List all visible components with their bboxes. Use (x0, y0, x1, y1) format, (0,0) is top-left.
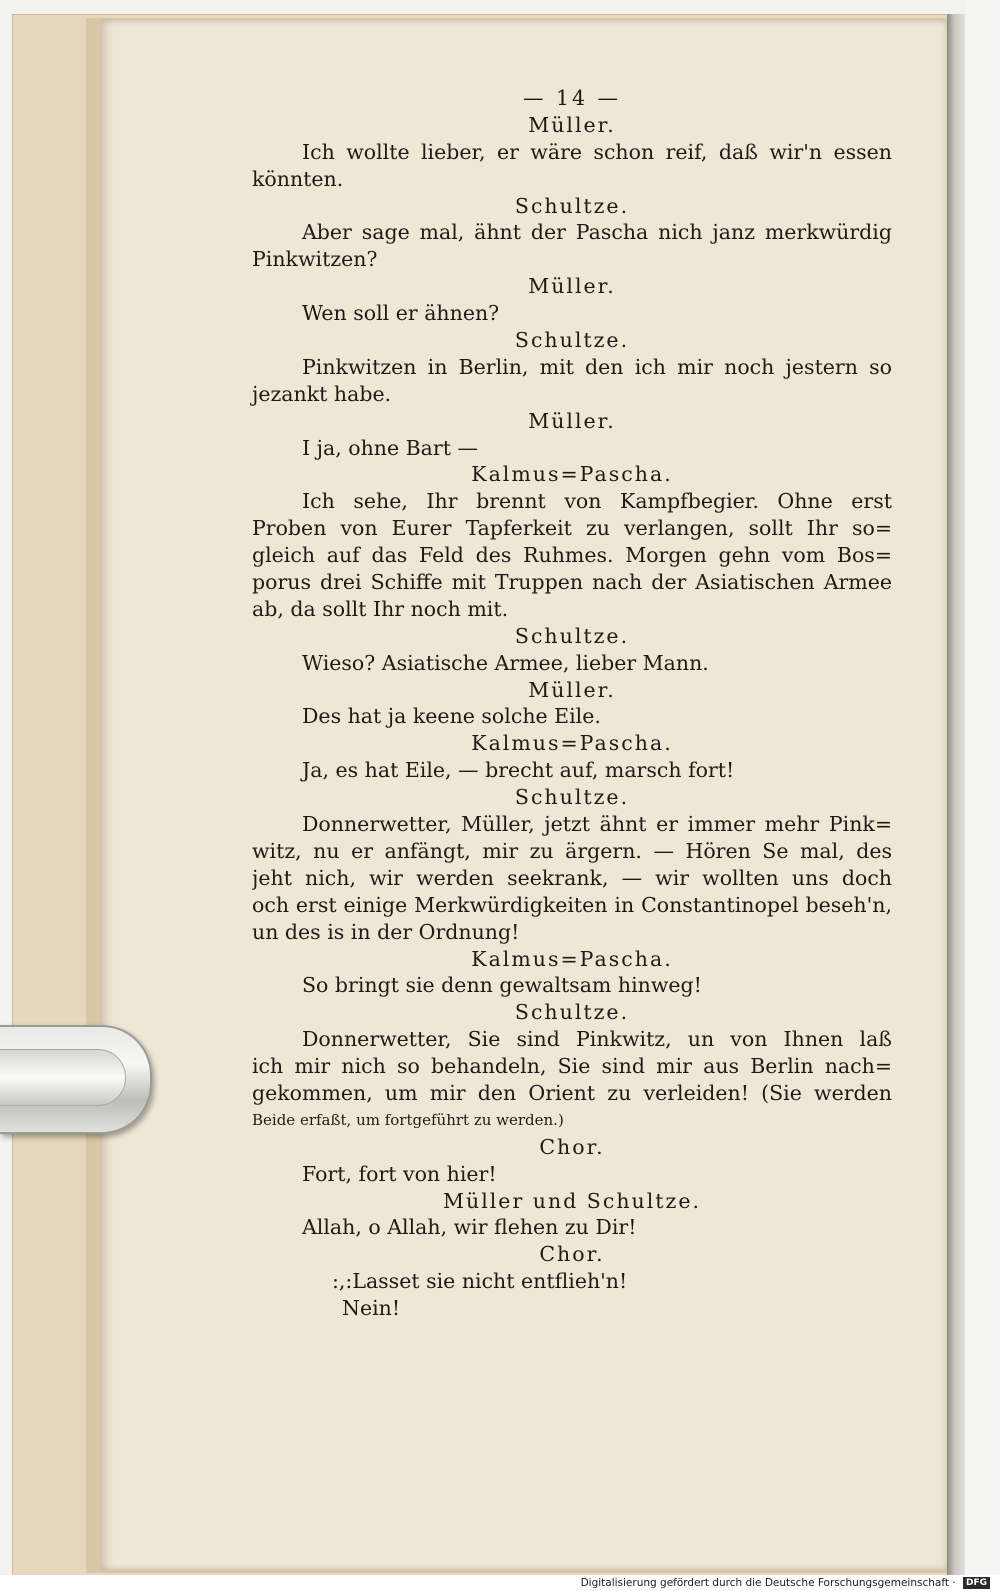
text-line: och erst einige Merkwürdigkeiten in Constantinopel beseh'n, (252, 892, 892, 917)
speaker-name: Müller. (528, 112, 616, 137)
speaker-name: Müller. (528, 408, 616, 433)
text-line: Proben von Eurer Tapferkeit zu verlangen, sollt Ihr so= (252, 516, 892, 541)
text-line: :,:Lasset sie nicht entflieh'n! (332, 1269, 628, 1294)
text-line: Wen soll er ähnen? (302, 301, 500, 326)
speaker-name: Müller und Schultze. (443, 1188, 701, 1213)
speaker-name: Kalmus=Pascha. (471, 731, 673, 756)
text-line: porus drei Schiffe mit Truppen nach der Asiatischen Armee (252, 570, 892, 595)
text-line: Wieso? Asiatische Armee, lieber Mann. (302, 650, 709, 675)
text-line: Ich wollte lieber, er wäre schon reif, daß wir'n essen (302, 139, 892, 164)
text-line: un des is in der Ordnung! (252, 919, 520, 944)
scan-margin (965, 0, 1000, 1575)
text-line: Ja, es hat Eile, — brecht auf, marsch fort! (302, 758, 735, 783)
speaker-name: Müller. (528, 677, 616, 702)
text-line: jeht nich, wir werden seekrank, — wir wollten uns doch (252, 865, 892, 890)
text-line: ab, da sollt Ihr noch mit. (252, 596, 509, 621)
text-line: Fort, fort von hier! (302, 1161, 497, 1186)
speaker-name: Schultze. (514, 328, 630, 353)
text-line: jezankt habe. (252, 381, 392, 406)
speaker-name: Kalmus=Pascha. (471, 946, 673, 971)
footer-credit (581, 1576, 990, 1591)
footer-text: Digitalisierung gefördert durch die Deutsche Forschungsgemeinschaft · (580, 1577, 956, 1589)
text-line: Donnerwetter, Sie sind Pinkwitz, un von Ihnen laß (302, 1027, 892, 1052)
text-line: Ich sehe, Ihr brennt von Kampfbegier. Ohne erst (302, 489, 892, 514)
text-line: So bringt sie denn gewaltsam hinweg! (302, 973, 702, 998)
speaker-name: Chor. (539, 1134, 605, 1159)
text-line: Allah, o Allah, wir flehen zu Dir! (302, 1215, 637, 1240)
stage-direction: Beide erfaßt, um fortgeführt zu werden.) (252, 1110, 564, 1129)
text-line: I ja, ohne Bart — (302, 435, 478, 460)
speaker-name: Schultze. (514, 1000, 630, 1025)
text-line: Nein! (342, 1296, 401, 1321)
page-text (252, 85, 892, 1322)
text-line: ich mir nich so behandeln, Sie sind mir aus Berlin nach= (252, 1054, 892, 1079)
speaker-name: Müller. (528, 274, 616, 299)
book-spine-edge (947, 14, 965, 1575)
page-number: — 14 — (522, 86, 622, 110)
text-line: Donnerwetter, Müller, jetzt ähnt er immer mehr Pink= (302, 812, 892, 837)
text-line: Aber sage mal, ähnt der Pascha nich janz merkwürdig (302, 220, 892, 245)
speaker-name: Chor. (539, 1242, 605, 1267)
text-line: könnten. (252, 166, 344, 191)
text-line: gleich auf das Feld des Ruhmes. Morgen gehn vom Bos= (252, 543, 892, 568)
text-line: Des hat ja keene solche Eile. (302, 704, 601, 729)
speaker-name: Schultze. (514, 785, 630, 810)
text-line: gekommen, um mir den Orient zu verleiden! (Sie werden (252, 1080, 892, 1105)
page-holder-clip-highlight (0, 1049, 126, 1106)
text-line: Pinkwitzen in Berlin, mit den ich mir noch jestern so (302, 354, 892, 379)
speaker-name: Schultze. (514, 193, 630, 218)
speaker-name: Kalmus=Pascha. (471, 462, 673, 487)
dfg-logo: DFG (963, 1577, 990, 1589)
text-line: witz, nu er anfängt, mir zu ärgern. — Hören Se mal, des (252, 838, 892, 863)
text-line: Pinkwitzen? (252, 247, 378, 272)
speaker-name: Schultze. (514, 623, 630, 648)
